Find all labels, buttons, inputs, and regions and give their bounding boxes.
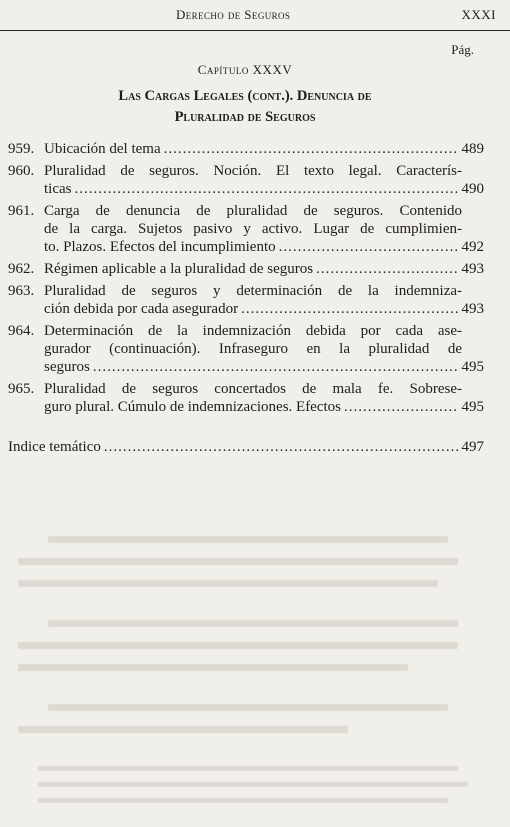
dot-leader	[241, 300, 459, 318]
dot-leader	[93, 358, 459, 376]
show-through-texture	[8, 530, 478, 826]
toc-entry-962	[0, 260, 510, 278]
page-column-label: Pág.	[451, 42, 474, 57]
entry-page: 492	[461, 239, 484, 255]
entry-number: 963.	[8, 283, 35, 299]
dot-leader	[279, 238, 459, 256]
bleed-lines	[8, 530, 478, 820]
page-number: XXXI	[461, 7, 496, 22]
entry-text: Régimen aplicable a la pluralidad de seguros	[44, 261, 314, 277]
chapter-title	[30, 86, 460, 128]
toc-entry-965	[0, 380, 510, 416]
entry-text: seguros	[44, 359, 90, 375]
entry-line: Pluralidad de seguros. Noción. El texto legal. Caracterís-	[44, 163, 462, 179]
dot-leader	[164, 140, 459, 158]
dot-leader	[75, 180, 460, 198]
toc-entry-964	[0, 322, 510, 376]
entry-line: Pluralidad de seguros concertados de mala fe. Sobrese-	[44, 381, 462, 397]
chapter-label: Capítulo XXXV	[197, 62, 293, 77]
entry-number: 962.	[8, 261, 35, 277]
table-of-contents	[0, 140, 510, 460]
entry-line: de la carga. Sujetos pasivo y activo. Lugar de cumplimien-	[44, 221, 462, 237]
entry-line	[44, 238, 484, 256]
dot-leader	[104, 438, 459, 456]
entry-page: 489	[461, 141, 484, 157]
entry-number: 960.	[8, 163, 35, 179]
entry-page: 495	[461, 399, 484, 415]
toc-entry-index	[0, 438, 510, 456]
entry-line	[44, 260, 484, 278]
toc-entry-960	[0, 162, 510, 198]
entry-page: 495	[461, 359, 484, 375]
dot-leader	[344, 398, 459, 416]
running-title: Derecho de Seguros	[176, 7, 291, 22]
entry-line	[44, 180, 484, 198]
entry-number: 961.	[8, 203, 35, 219]
toc-entry-961	[0, 202, 510, 256]
entry-line: Carga de denuncia de pluralidad de seguros. Contenido	[44, 203, 462, 219]
entry-text: to. Plazos. Efectos del incumplimiento	[44, 239, 276, 255]
running-header	[0, 0, 510, 31]
entry-number: 959.	[8, 141, 35, 157]
toc-entry-959	[0, 140, 510, 158]
entry-line	[44, 300, 484, 318]
entry-number: 965.	[8, 381, 35, 397]
toc-entry-963	[0, 282, 510, 318]
entry-line: Pluralidad de seguros y determinación de la indemniza-	[44, 283, 462, 299]
entry-text: ticas	[44, 181, 72, 197]
entry-text: ción debida por cada asegurador	[44, 301, 239, 317]
entry-line: Determinación de la indemnización debida por cada ase-	[44, 323, 462, 339]
entry-page: 490	[461, 181, 484, 197]
entry-text: guro plural. Cúmulo de indemnizaciones. Efectos	[44, 399, 342, 415]
entry-line	[44, 358, 484, 376]
entry-line	[44, 398, 484, 416]
entry-line: gurador (continuación). Infraseguro en la pluralidad de	[44, 341, 462, 357]
chapter-title-line-1: Las Cargas Legales (cont.). Denuncia de	[118, 88, 372, 104]
entry-page: 493	[461, 261, 484, 277]
chapter-title-line-2: Pluralidad de Seguros	[174, 109, 316, 125]
entry-number: 964.	[8, 323, 35, 339]
dot-leader	[316, 260, 459, 278]
entry-line	[44, 140, 484, 158]
entry-line	[8, 438, 484, 456]
entry-page: 497	[461, 439, 484, 455]
entry-text: Ubicación del tema	[44, 141, 161, 157]
entry-page: 493	[461, 301, 484, 317]
entry-text: Indice temático	[8, 439, 101, 455]
